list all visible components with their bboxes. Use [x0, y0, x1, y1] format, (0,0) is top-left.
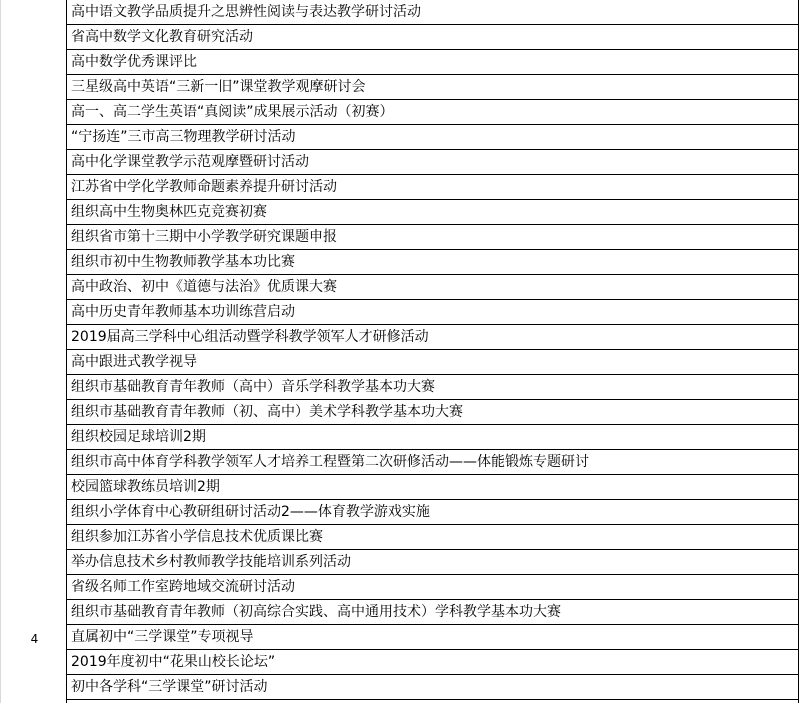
- activity-cell[interactable]: 省级名师工作室跨地域交流研讨活动: [67, 575, 798, 600]
- activity-cell[interactable]: 高中语文教学品质提升之思辨性阅读与表达教学研讨活动: [67, 0, 798, 25]
- activity-cell[interactable]: 高中化学课堂教学示范观摩暨研讨活动: [67, 150, 798, 175]
- activity-cell[interactable]: 组织市高中体育学科教学领军人才培养工程暨第二次研修活动——体能锻炼专题研讨: [67, 450, 798, 475]
- activity-cell[interactable]: 高中数学优秀课评比: [67, 50, 798, 75]
- activity-cell[interactable]: 举办信息技术乡村教师教学技能培训系列活动: [67, 550, 798, 575]
- activity-cell[interactable]: 组织市初中生物教师教学基本功比赛: [67, 250, 798, 275]
- activity-cell[interactable]: 组织省市第十三期中小学教学研究课题申报: [67, 225, 798, 250]
- activity-cell[interactable]: 2019届高三学科中心组活动暨学科教学领军人才研修活动: [67, 325, 798, 350]
- activity-cell[interactable]: 组织市基础教育青年教师（初、高中）美术学科教学基本功大赛: [67, 400, 798, 425]
- activity-cell[interactable]: 江苏省中学化学教师命题素养提升研讨活动: [67, 175, 798, 200]
- activity-cell[interactable]: 组织校园足球培训2期: [67, 425, 798, 450]
- activity-cell[interactable]: 组织高中生物奥林匹克竞赛初赛: [67, 200, 798, 225]
- activity-cell[interactable]: “宁扬连”三市高三物理教学研讨活动: [67, 125, 798, 150]
- activity-cell[interactable]: 初中各学科“三学课堂”研讨活动: [67, 675, 798, 700]
- activity-cell[interactable]: 组织参加江苏省小学信息技术优质课比赛: [67, 525, 798, 550]
- activity-cell[interactable]: 2019年度初中“花果山校长论坛”: [67, 650, 798, 675]
- sequence-column: [0, 0, 67, 703]
- activity-cell[interactable]: 高一、高二学生英语“真阅读”成果展示活动（初赛）: [67, 100, 798, 125]
- activity-cell[interactable]: 直属初中“三学课堂”专项视导: [67, 625, 798, 650]
- activity-cell[interactable]: 高中历史青年教师基本功训练营启动: [67, 300, 798, 325]
- sequence-number-cell[interactable]: 4: [30, 632, 39, 646]
- activity-cell[interactable]: 高中政治、初中《道德与法治》优质课大赛: [67, 275, 798, 300]
- activity-cell[interactable]: 组织小学体育中心教研组研讨活动2——体育教学游戏实施: [67, 500, 798, 525]
- activity-cell[interactable]: 三星级高中英语“三新一旧”课堂教学观摩研讨会: [67, 75, 798, 100]
- activity-list: [67, 0, 798, 700]
- activity-cell[interactable]: 组织市基础教育青年教师（高中）音乐学科教学基本功大赛: [67, 375, 798, 400]
- activity-cell[interactable]: 高中跟进式教学视导: [67, 350, 798, 375]
- activity-cell[interactable]: 校园篮球教练员培训2期: [67, 475, 798, 500]
- activity-cell[interactable]: 组织市基础教育青年教师（初高综合实践、高中通用技术）学科教学基本功大赛: [67, 600, 798, 625]
- activity-cell[interactable]: 省高中数学文化教育研究活动: [67, 25, 798, 50]
- right-border: [798, 0, 799, 703]
